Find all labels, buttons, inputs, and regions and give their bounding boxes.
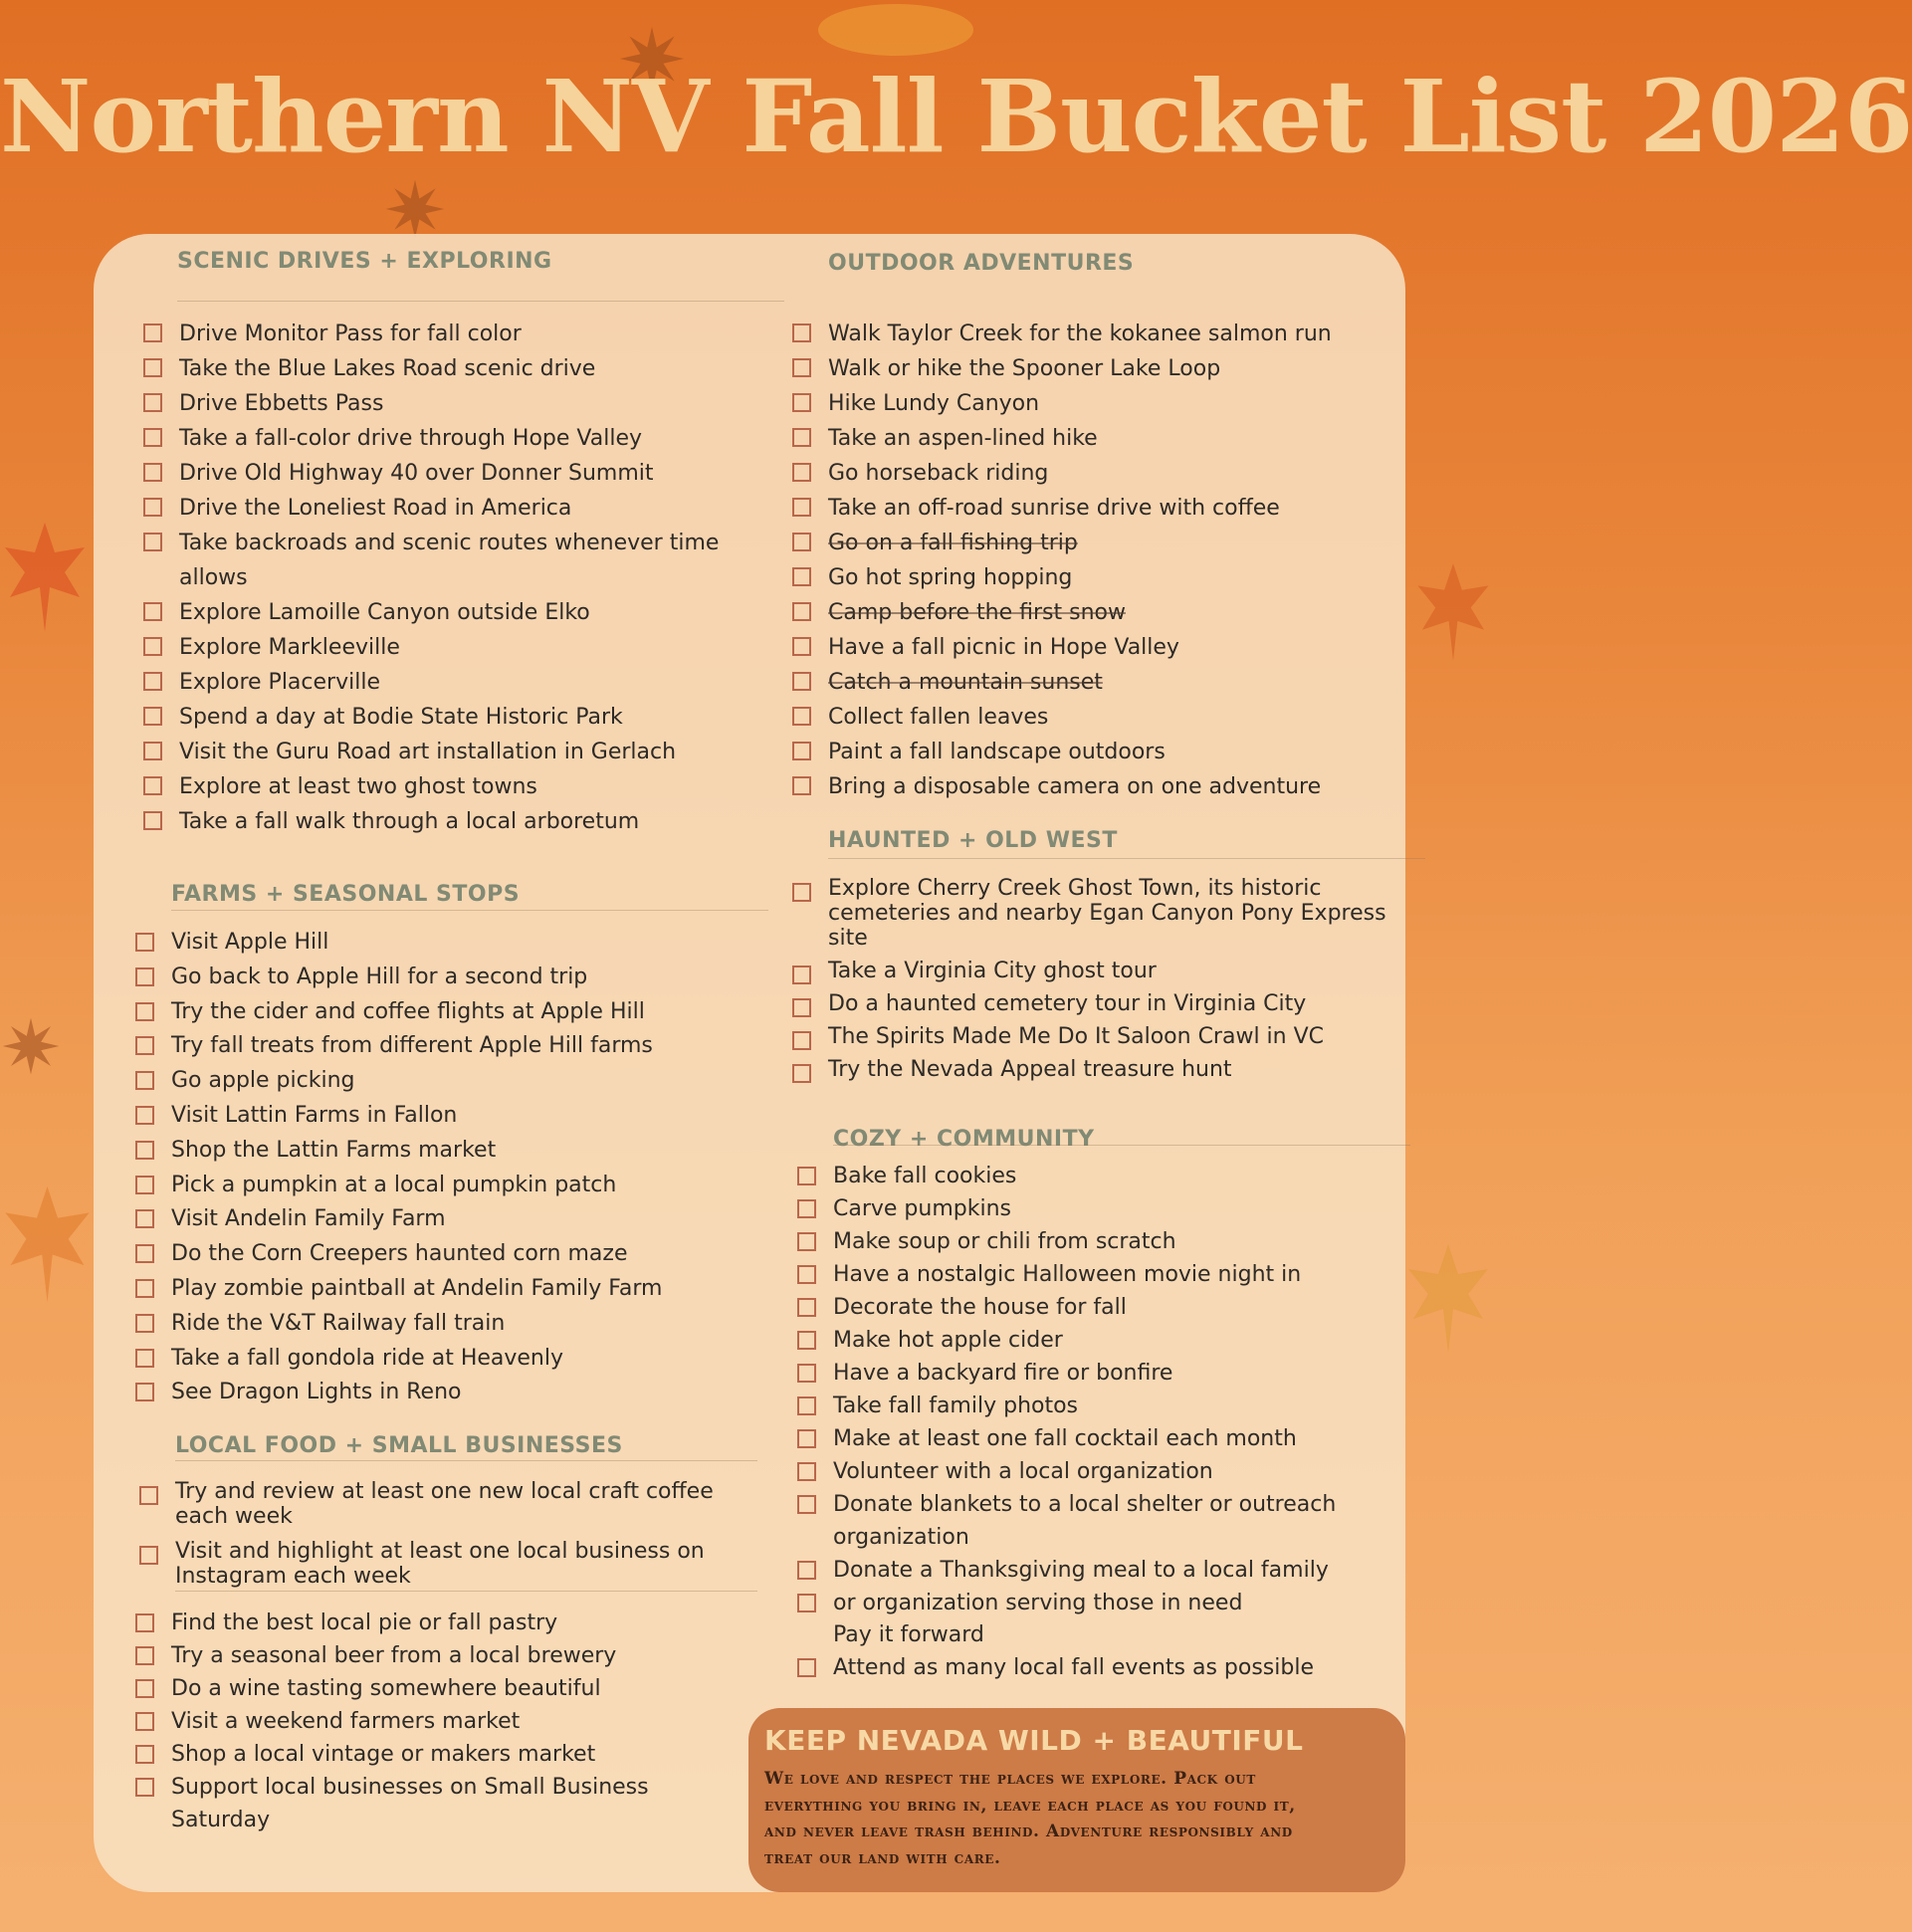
list-item [792, 526, 1399, 560]
item-label: Have a fall picnic in Hope Valley [828, 635, 1179, 660]
checkbox[interactable] [143, 428, 162, 447]
list-item [135, 1771, 752, 1836]
item-label: Camp before the first snow [828, 600, 1126, 625]
list-item [135, 1307, 772, 1342]
list-item [792, 595, 1399, 630]
list-item [797, 1390, 1394, 1422]
checkbox[interactable] [792, 323, 811, 342]
checkbox[interactable] [792, 358, 811, 377]
page-title: Northern NV Fall Bucket List 2026 [0, 58, 1912, 175]
list-item [135, 1376, 772, 1410]
maple-leaf-icon [0, 1175, 95, 1314]
checkbox[interactable] [792, 1031, 811, 1050]
item-label: Take fall family photos [833, 1394, 1079, 1418]
item-label: Walk or hike the Spooner Lake Loop [828, 356, 1221, 381]
star-anise-icon [383, 177, 447, 241]
item-label: Paint a fall landscape outdoors [828, 740, 1166, 764]
food-checklist [135, 1607, 752, 1836]
item-label: Visit a weekend farmers market [171, 1709, 521, 1734]
list-item [143, 526, 780, 595]
list-item [135, 1169, 772, 1203]
item-label: Make at least one fall cocktail each month [833, 1426, 1297, 1451]
item-label: Go back to Apple Hill for a second trip [171, 964, 588, 989]
item-label: Donate blankets to a local shelter or outreach organization [833, 1492, 1337, 1550]
farms-checklist [135, 926, 772, 1410]
checkbox[interactable] [792, 463, 811, 482]
checkbox[interactable] [135, 1314, 154, 1333]
item-label: Go hot spring hopping [828, 565, 1073, 590]
checkbox[interactable] [792, 602, 811, 621]
list-item [792, 665, 1399, 700]
list-item [797, 1455, 1394, 1488]
list-item [797, 1488, 1394, 1554]
item-label: Take a fall walk through a local arboretum [179, 809, 640, 834]
checkbox[interactable] [143, 776, 162, 795]
list-item [135, 926, 772, 961]
checkbox[interactable] [139, 1546, 158, 1565]
checkbox[interactable] [135, 1745, 154, 1764]
section-heading-outdoor: OUTDOOR ADVENTURES [828, 251, 1135, 276]
checkbox[interactable] [135, 1106, 154, 1125]
outdoor-checklist [792, 317, 1399, 804]
item-label: Support local businesses on Small Business Saturday [171, 1775, 649, 1832]
checkbox[interactable] [135, 1679, 154, 1698]
list-item [143, 769, 780, 804]
item-label: Have a nostalgic Halloween movie night in [833, 1262, 1302, 1287]
list-item [792, 630, 1399, 665]
item-label: Try fall treats from different Apple Hill farms [171, 1033, 653, 1059]
checkbox[interactable] [792, 672, 811, 691]
list-item [797, 1225, 1394, 1258]
item-label: Try a seasonal beer from a local brewery [171, 1643, 617, 1668]
item-label: Take an off-road sunrise drive with coffee [828, 496, 1280, 521]
list-item [143, 317, 780, 351]
checkbox[interactable] [792, 1064, 811, 1083]
checkbox[interactable] [797, 1594, 816, 1612]
list-item [135, 1134, 772, 1169]
callout-heading: KEEP NEVADA WILD + BEAUTIFUL [764, 1724, 1304, 1757]
star-anise-icon [0, 1015, 62, 1077]
list-item [135, 1202, 772, 1237]
food-checklist-weekly [139, 1479, 756, 1599]
list-item [143, 630, 780, 665]
checkbox[interactable] [797, 1232, 816, 1251]
maple-leaf-icon [1403, 1224, 1493, 1374]
list-item [143, 386, 780, 421]
list-item [792, 317, 1399, 351]
checkbox[interactable] [797, 1561, 816, 1580]
list-item [792, 959, 1399, 983]
list-item [797, 1357, 1394, 1390]
checkbox[interactable] [135, 1383, 154, 1401]
list-item [135, 1738, 752, 1771]
checkbox[interactable] [135, 933, 154, 952]
section-heading-food: LOCAL FOOD + SMALL BUSINESSES [175, 1433, 623, 1458]
list-item [797, 1554, 1394, 1587]
checkbox[interactable] [143, 358, 162, 377]
item-label: Shop a local vintage or makers market [171, 1742, 596, 1767]
item-label: Do a wine tasting somewhere beautiful [171, 1676, 601, 1701]
item-label: Visit Andelin Family Farm [171, 1206, 446, 1232]
item-label: Carve pumpkins [833, 1196, 1011, 1221]
list-item [143, 700, 780, 735]
item-label: Attend as many local fall events as possible [833, 1655, 1314, 1680]
item-label: Ride the V&T Railway fall train [171, 1310, 506, 1336]
item-label: Explore at least two ghost towns [179, 774, 537, 799]
list-item [792, 351, 1399, 386]
list-item [135, 1064, 772, 1099]
section-heading-cozy: COZY + COMMUNITY [833, 1127, 1095, 1152]
item-label: See Dragon Lights in Reno [171, 1380, 462, 1405]
list-item [135, 1272, 772, 1307]
item-label: Try the Nevada Appeal treasure hunt [828, 1057, 1232, 1082]
item-label: Try and review at least one new local craft coffee each week [175, 1479, 714, 1529]
section-divider [175, 1591, 757, 1592]
checkbox[interactable] [792, 776, 811, 795]
list-item [143, 351, 780, 386]
list-item [792, 1057, 1399, 1082]
list-item [143, 456, 780, 491]
checkbox[interactable] [135, 1141, 154, 1160]
list-item [135, 995, 772, 1030]
list-item [797, 1291, 1394, 1324]
checkbox[interactable] [792, 533, 811, 551]
maple-leaf-icon [0, 518, 90, 637]
list-item [143, 804, 780, 839]
list-item [139, 1479, 756, 1529]
list-item [792, 735, 1399, 769]
item-label: Play zombie paintball at Andelin Family Farm [171, 1275, 663, 1301]
item-label: Take a fall gondola ride at Heavenly [171, 1345, 564, 1371]
item-label: Bring a disposable camera on one adventure [828, 774, 1322, 799]
list-item [792, 491, 1399, 526]
item-label: Collect fallen leaves [828, 705, 1049, 730]
checkbox[interactable] [792, 707, 811, 726]
section-divider [177, 301, 784, 302]
list-item [139, 1539, 756, 1589]
item-label: Do the Corn Creepers haunted corn maze [171, 1241, 628, 1267]
checkbox[interactable] [135, 1176, 154, 1194]
checkbox[interactable] [143, 463, 162, 482]
checkbox[interactable] [135, 1646, 154, 1665]
item-label: Explore Markleeville [179, 635, 400, 660]
checkbox[interactable] [143, 602, 162, 621]
list-item [797, 1422, 1394, 1455]
item-label: Pick a pumpkin at a local pumpkin patch [171, 1172, 617, 1197]
checkbox[interactable] [792, 637, 811, 656]
list-item [143, 421, 780, 456]
checkbox[interactable] [797, 1495, 816, 1514]
checkbox[interactable] [143, 707, 162, 726]
list-item [792, 456, 1399, 491]
checkbox[interactable] [135, 1036, 154, 1055]
item-label: Volunteer with a local organization [833, 1459, 1213, 1484]
list-item [792, 700, 1399, 735]
checkbox[interactable] [792, 498, 811, 517]
list-item [135, 1672, 752, 1705]
list-item [135, 1342, 772, 1377]
checkbox[interactable] [135, 1071, 154, 1090]
checkbox[interactable] [143, 498, 162, 517]
checkbox[interactable] [135, 1244, 154, 1263]
item-label: Have a backyard fire or bonfire [833, 1361, 1173, 1386]
checkbox[interactable] [792, 393, 811, 412]
item-label: Visit Lattin Farms in Fallon [171, 1102, 458, 1128]
item-label: Visit and highlight at least one local business on Instagram each week [175, 1539, 705, 1589]
checkbox[interactable] [797, 1331, 816, 1350]
list-item [792, 386, 1399, 421]
item-label: Walk Taylor Creek for the kokanee salmon run [828, 322, 1332, 346]
checkbox[interactable] [797, 1199, 816, 1218]
item-label: Visit Apple Hill [171, 930, 329, 955]
list-item [797, 1160, 1394, 1192]
list-item [792, 991, 1399, 1016]
item-label: Make hot apple cider [833, 1328, 1063, 1353]
checkbox[interactable] [792, 567, 811, 586]
list-item [797, 1651, 1394, 1684]
checkbox[interactable] [143, 811, 162, 830]
item-label: Do a haunted cemetery tour in Virginia City [828, 991, 1307, 1016]
checkbox[interactable] [135, 1002, 154, 1021]
item-label: Spend a day at Bodie State Historic Park [179, 705, 623, 730]
list-item [135, 1029, 772, 1064]
cozy-checklist-last [797, 1651, 1394, 1684]
checkbox[interactable] [135, 1712, 154, 1731]
checkbox[interactable] [797, 1265, 816, 1284]
item-label: Explore Lamoille Canyon outside Elko [179, 600, 590, 625]
checkbox[interactable] [143, 533, 162, 551]
list-item [792, 769, 1399, 804]
list-item [797, 1192, 1394, 1225]
item-label: Explore Placerville [179, 670, 380, 695]
checkbox[interactable] [792, 742, 811, 760]
scenic-checklist [143, 317, 780, 839]
item-label: Go on a fall fishing trip [828, 531, 1078, 555]
list-item [792, 876, 1399, 951]
item-label: Go apple picking [171, 1068, 355, 1094]
haunted-checklist [792, 876, 1399, 1090]
list-item [143, 491, 780, 526]
section-heading-farms: FARMS + SEASONAL STOPS [171, 882, 521, 907]
item-label: Take a Virginia City ghost tour [828, 959, 1157, 983]
callout-body: We love and respect the places we explore. Pack out everything you bring in, leave each place as you found it, and never leave trash behind. Adventure responsibly and treat our land with care. [764, 1769, 1296, 1868]
item-label: Make soup or chili from scratch [833, 1229, 1176, 1254]
checkbox[interactable] [792, 883, 811, 902]
maple-leaf-icon [1413, 557, 1493, 667]
item-label: Hike Lundy Canyon [828, 391, 1040, 416]
checkbox[interactable] [797, 1298, 816, 1317]
list-item [143, 735, 780, 769]
checkbox[interactable] [135, 1778, 154, 1797]
item-label: Go horseback riding [828, 461, 1049, 486]
item-label: Try the cider and coffee flights at Apple Hill [171, 998, 645, 1024]
section-divider [175, 1460, 757, 1461]
item-label: Find the best local pie or fall pastry [171, 1610, 558, 1635]
item-label: or organization serving those in need [833, 1591, 1243, 1615]
checkbox[interactable] [143, 393, 162, 412]
list-item [143, 665, 780, 700]
checkbox[interactable] [143, 672, 162, 691]
item-label: Take a fall-color drive through Hope Valley [179, 426, 642, 451]
checkbox[interactable] [797, 1396, 816, 1415]
item-label: Drive Ebbetts Pass [179, 391, 384, 416]
checkbox[interactable] [792, 998, 811, 1017]
item-label: Shop the Lattin Farms market [171, 1137, 497, 1163]
callout-box [748, 1708, 1405, 1892]
section-divider [828, 858, 1425, 859]
checkbox[interactable] [135, 967, 154, 986]
list-item [135, 1099, 772, 1134]
item-label: Take backroads and scenic routes whenever time allows [179, 531, 720, 590]
checkbox[interactable] [139, 1486, 158, 1505]
cozy-checklist [797, 1160, 1394, 1619]
section-divider [833, 1145, 1410, 1146]
item-label: Drive the Loneliest Road in America [179, 496, 572, 521]
pay-it-forward-text: Pay it forward [833, 1622, 984, 1647]
section-divider [171, 910, 768, 911]
checkbox[interactable] [792, 966, 811, 984]
list-item [792, 421, 1399, 456]
item-label: Take the Blue Lakes Road scenic drive [179, 356, 596, 381]
checkbox[interactable] [797, 1167, 816, 1185]
list-item [135, 1705, 752, 1738]
section-heading-haunted: HAUNTED + OLD WEST [828, 828, 1118, 853]
list-item [135, 1237, 772, 1272]
item-label: Catch a mountain sunset [828, 670, 1103, 695]
list-item [792, 560, 1399, 595]
item-label: Visit the Guru Road art installation in Gerlach [179, 740, 677, 764]
list-item [135, 1639, 752, 1672]
checkbox[interactable] [792, 428, 811, 447]
checkbox[interactable] [143, 637, 162, 656]
checkbox[interactable] [135, 1209, 154, 1228]
item-label: The Spirits Made Me Do It Saloon Crawl in VC [828, 1024, 1325, 1049]
list-item [797, 1258, 1394, 1291]
list-item [143, 595, 780, 630]
checkbox[interactable] [135, 1349, 154, 1368]
checkbox[interactable] [135, 1613, 154, 1632]
checkbox[interactable] [143, 742, 162, 760]
list-item [797, 1587, 1394, 1619]
item-label: Decorate the house for fall [833, 1295, 1127, 1320]
item-label: Explore Cherry Creek Ghost Town, its historic cemeteries and nearby Egan Canyon Pony Express site [828, 876, 1386, 951]
checkbox[interactable] [797, 1364, 816, 1383]
checkbox[interactable] [143, 323, 162, 342]
checkbox[interactable] [797, 1658, 816, 1677]
item-label: Drive Old Highway 40 over Donner Summit [179, 461, 654, 486]
checkbox[interactable] [135, 1279, 154, 1298]
item-label: Take an aspen-lined hike [828, 426, 1098, 451]
checkbox[interactable] [797, 1462, 816, 1481]
item-label: Bake fall cookies [833, 1164, 1017, 1188]
checkbox[interactable] [797, 1429, 816, 1448]
item-label: Drive Monitor Pass for fall color [179, 322, 522, 346]
list-item [797, 1324, 1394, 1357]
list-item [135, 961, 772, 995]
section-heading-scenic: SCENIC DRIVES + EXPLORING [177, 249, 552, 274]
item-label: Donate a Thanksgiving meal to a local family [833, 1558, 1329, 1583]
list-item [135, 1607, 752, 1639]
list-item [792, 1024, 1399, 1049]
